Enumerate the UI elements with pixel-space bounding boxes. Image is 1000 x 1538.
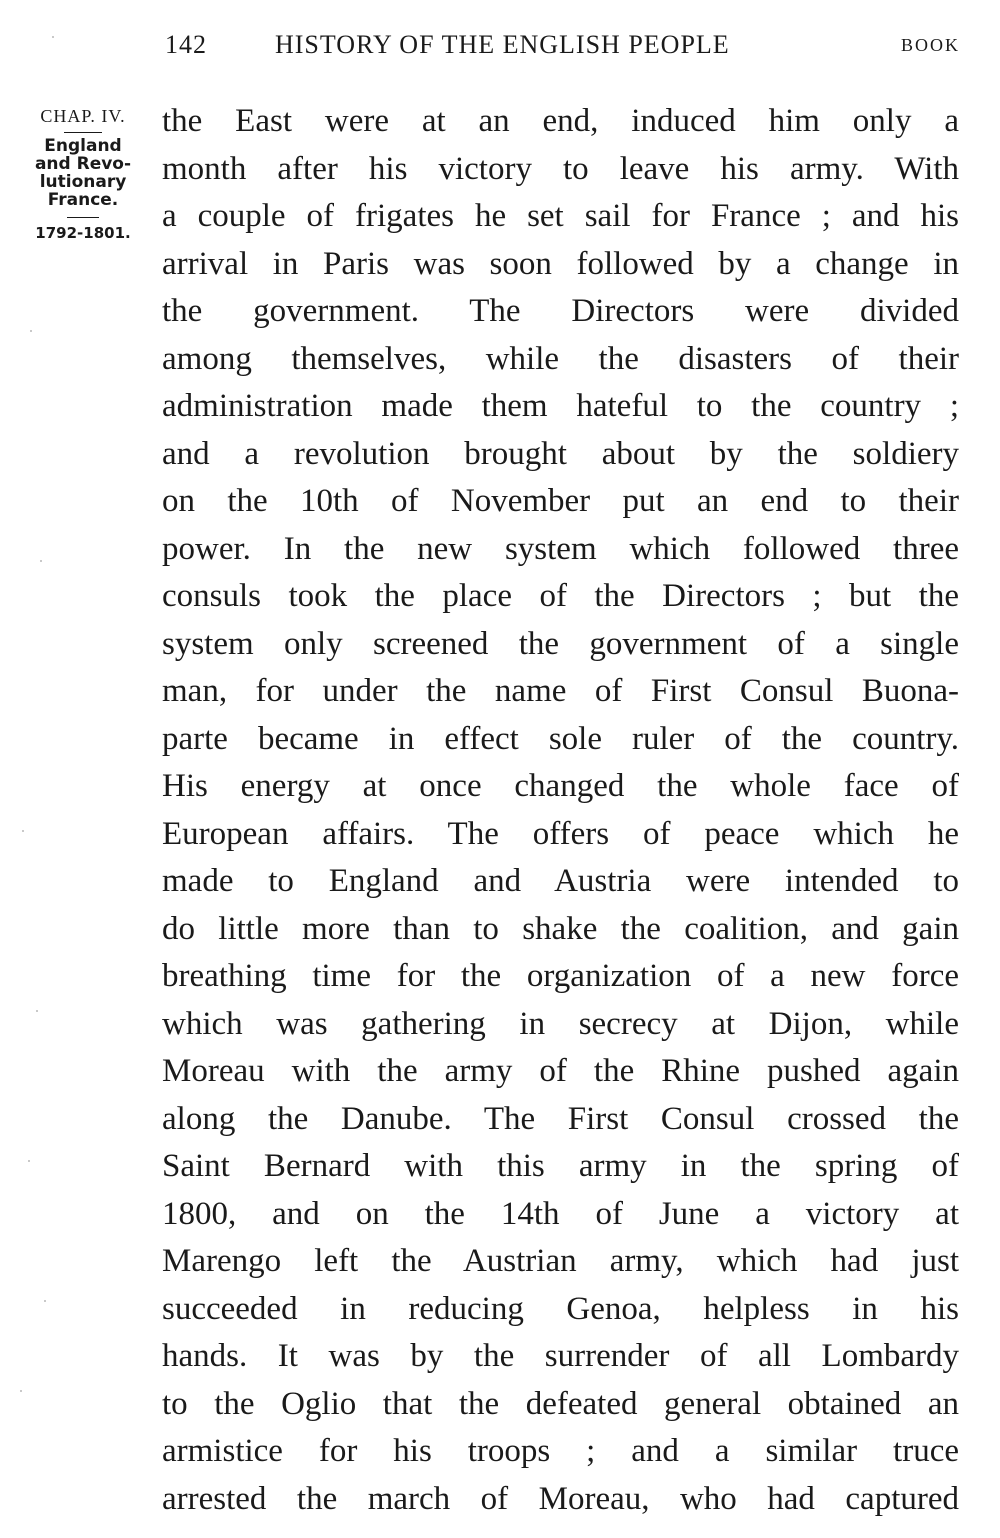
scan-speck (52, 36, 54, 38)
text-line: Saint Bernard with this army in the spring of (162, 1148, 959, 1184)
side-note-subject-line: and Revo- (34, 154, 132, 174)
side-note-subject-line: lutionary (39, 172, 127, 192)
page-number: 142 (165, 30, 207, 59)
text-line: man, for under the name of First Consul Buona- (162, 673, 959, 709)
text-line: succeeded in reducing Genoa, helpless in his (162, 1290, 959, 1327)
text-line: month after his victory to leave his army. With (162, 150, 959, 187)
text-line: Moreau with the army of the Rhine pushed again (162, 1053, 959, 1089)
text-line: which was gathering in secrecy at Dijon, while (162, 1005, 959, 1042)
text-line: a couple of frigates he set sail for France ; and his (162, 198, 959, 234)
body-text (162, 98, 959, 1523)
scan-speck (40, 560, 42, 562)
side-note-rule (64, 132, 102, 133)
text-line: 1800, and on the 14th of June a victory at (162, 1195, 959, 1232)
scan-speck (20, 1390, 22, 1392)
side-note-dates: 1792-1801. (35, 224, 131, 242)
side-note-subject (24, 137, 142, 209)
text-line: made to England and Austria were intended to (162, 863, 959, 899)
running-head (165, 30, 960, 64)
running-book-label: BOOK (900, 35, 960, 55)
text-line: to the Oglio that the defeated general obtained an (162, 1385, 959, 1422)
text-line: arrival in Paris was soon followed by a change in (162, 245, 959, 282)
text-line: parte became in effect sole ruler of the country. (162, 720, 959, 757)
scan-speck (30, 330, 32, 332)
side-note-subject-line: France. (47, 190, 119, 210)
text-line: on the 10th of November put an end to their (162, 483, 959, 519)
text-line: along the Danube. The First Consul crossed the (162, 1100, 959, 1137)
text-line: European affairs. The offers of peace which he (162, 815, 959, 852)
scan-speck (22, 830, 24, 832)
text-line: system only screened the government of a single (162, 625, 959, 662)
side-note-subject-line: England (44, 136, 122, 156)
text-line: and a revolution brought about by the soldiery (162, 435, 959, 472)
chapter-label: CHAP. IV. (40, 106, 126, 126)
text-line: the East were at an end, induced him only a (162, 103, 959, 139)
text-line: administration made them hateful to the country ; (162, 388, 959, 424)
text-line: among themselves, while the disasters of their (162, 340, 959, 377)
side-note-rule (67, 217, 99, 218)
text-line: Marengo left the Austrian army, which had just (162, 1243, 959, 1279)
text-line: consuls took the place of the Directors ; but the (162, 578, 959, 614)
scan-speck (44, 1300, 46, 1302)
text-line: hands. It was by the surrender of all Lombardy (162, 1338, 959, 1374)
text-line: breathing time for the organization of a new force (162, 958, 959, 994)
text-line: do little more than to shake the coalition, and gain (162, 910, 959, 947)
text-line: arrested the march of Moreau, who had captured (162, 1480, 959, 1517)
scan-speck (36, 1010, 38, 1012)
margin-side-note (24, 105, 142, 242)
running-title: HISTORY OF THE ENGLISH PEOPLE (275, 30, 730, 59)
text-line: the government. The Directors were divided (162, 293, 959, 329)
text-line: His energy at once changed the whole face of (162, 768, 959, 804)
scan-speck (28, 1160, 30, 1162)
text-line: armistice for his troops ; and a similar truce (162, 1433, 959, 1469)
text-line: power. In the new system which followed three (162, 530, 959, 567)
